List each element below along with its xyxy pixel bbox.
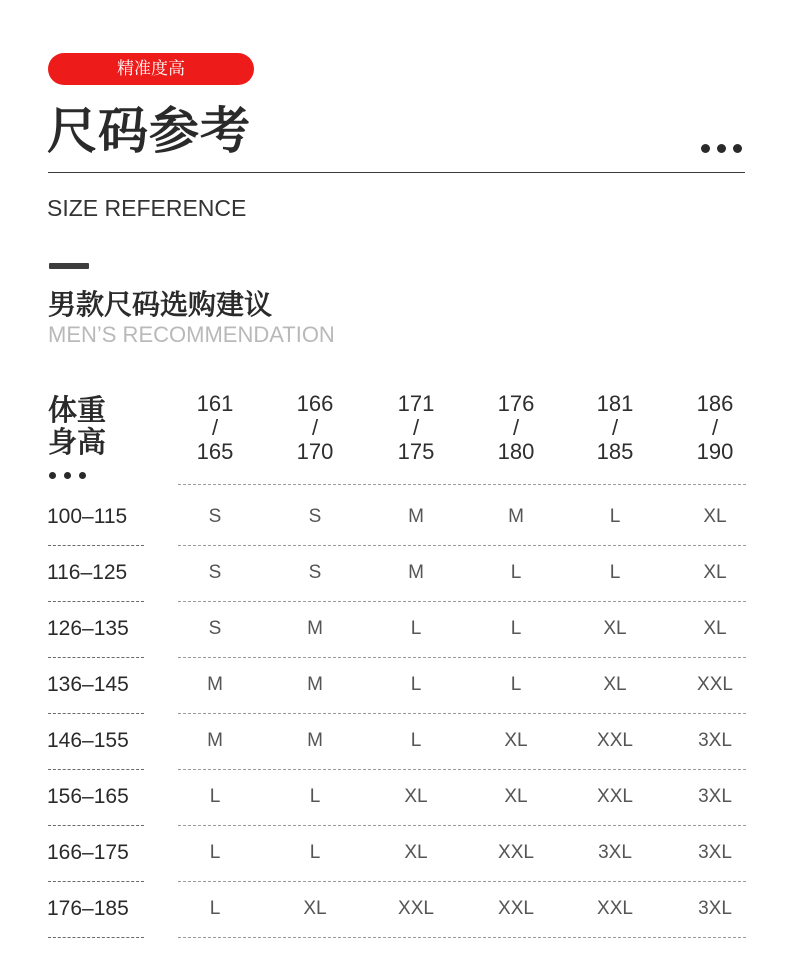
size-cell: XXL: [597, 898, 633, 919]
table-row: [0, 657, 790, 713]
size-cell: S: [308, 506, 322, 527]
page-title: 尺码参考: [47, 102, 251, 160]
size-cell: 3XL: [698, 842, 732, 863]
height-header-from: 161: [196, 391, 234, 416]
size-cell: XXL: [597, 786, 633, 807]
height-header-col: [565, 392, 665, 464]
height-header-to: 175: [397, 439, 435, 464]
size-cell: XXL: [498, 842, 534, 863]
size-cell: XL: [703, 506, 727, 527]
size-cell: XL: [404, 786, 428, 807]
section-title: 男款尺码选购建议: [48, 288, 273, 321]
table-row: [0, 489, 790, 545]
height-header-col: [165, 392, 265, 464]
size-cell: S: [308, 562, 322, 583]
height-header-from: 176: [497, 391, 535, 416]
size-cell: 3XL: [698, 898, 732, 919]
height-header-to: 165: [196, 439, 234, 464]
size-cell: L: [510, 562, 522, 583]
size-cell: XL: [404, 842, 428, 863]
size-cell: L: [410, 730, 422, 751]
size-cell: M: [408, 506, 424, 527]
height-header-sep: /: [512, 415, 520, 440]
weight-header: 体重: [48, 393, 107, 427]
height-header-to: 170: [296, 439, 334, 464]
size-cell: XL: [603, 674, 627, 695]
row-divider: [178, 937, 746, 938]
size-cell: 3XL: [598, 842, 632, 863]
height-header-to: 190: [696, 439, 734, 464]
height-header-sep: /: [611, 415, 619, 440]
table-row: [0, 601, 790, 657]
height-header-col: [466, 392, 566, 464]
size-cell: M: [307, 618, 323, 639]
size-cell: 3XL: [698, 786, 732, 807]
height-header-from: 166: [296, 391, 334, 416]
height-column-headers: [166, 392, 764, 470]
weight-range: 176–185: [47, 897, 129, 920]
height-header-from: 181: [596, 391, 634, 416]
size-cell: M: [207, 674, 223, 695]
size-cell: XL: [703, 618, 727, 639]
size-cell: M: [307, 730, 323, 751]
height-header-col: [265, 392, 365, 464]
size-cell: L: [410, 674, 422, 695]
height-header-to: 185: [596, 439, 634, 464]
size-cell: L: [609, 562, 621, 583]
size-cell: L: [309, 786, 321, 807]
height-header-to: 180: [497, 439, 535, 464]
table-row: [0, 881, 790, 937]
table-row: [0, 713, 790, 769]
height-header-col: [665, 392, 765, 464]
ellipsis-dots-icon: [49, 472, 138, 479]
size-cell: L: [609, 506, 621, 527]
height-header-from: 171: [397, 391, 435, 416]
table-row: [0, 769, 790, 825]
weight-range: 116–125: [47, 561, 128, 584]
size-cell: S: [208, 562, 222, 583]
height-header-sep: /: [311, 415, 319, 440]
row-divider: [48, 937, 144, 938]
section-accent-bar: [49, 263, 89, 269]
weight-range: 166–175: [47, 841, 129, 864]
size-cell: 3XL: [698, 730, 732, 751]
precision-badge: 精准度高: [48, 53, 254, 85]
height-header-col: [366, 392, 466, 464]
section-subtitle: MEN’S RECOMMENDATION: [48, 322, 335, 347]
size-cell: S: [208, 506, 222, 527]
size-cell: XL: [303, 898, 327, 919]
height-header-from: 186: [696, 391, 734, 416]
size-cell: L: [410, 618, 422, 639]
size-cell: XL: [703, 562, 727, 583]
weight-range: 136–145: [47, 673, 129, 696]
table-row: [0, 825, 790, 881]
page-subtitle: SIZE REFERENCE: [47, 195, 247, 221]
size-cell: L: [209, 842, 221, 863]
size-cell: L: [510, 674, 522, 695]
table-row: [0, 545, 790, 601]
size-cell: XXL: [398, 898, 434, 919]
height-header-sep: /: [412, 415, 420, 440]
height-header-sep: /: [711, 415, 719, 440]
height-header-sep: /: [211, 415, 219, 440]
size-cell: M: [508, 506, 524, 527]
height-header: 身高: [48, 425, 107, 459]
weight-range: 100–115: [47, 505, 128, 528]
weight-range: 146–155: [47, 729, 129, 752]
size-cell: M: [408, 562, 424, 583]
size-cell: XL: [504, 730, 528, 751]
size-cell: XXL: [498, 898, 534, 919]
size-cell: XL: [504, 786, 528, 807]
ellipsis-dots-icon: [701, 144, 742, 153]
row-divider: [178, 484, 746, 485]
size-cell: S: [208, 618, 222, 639]
size-cell: L: [209, 898, 221, 919]
weight-range: 156–165: [47, 785, 129, 808]
size-cell: L: [309, 842, 321, 863]
size-cell: L: [209, 786, 221, 807]
title-divider: [48, 172, 745, 173]
size-cell: M: [307, 674, 323, 695]
size-cell: M: [207, 730, 223, 751]
weight-range: 126–135: [47, 617, 129, 640]
size-cell: XXL: [597, 730, 633, 751]
size-cell: XXL: [697, 674, 733, 695]
size-cell: L: [510, 618, 522, 639]
size-cell: XL: [603, 618, 627, 639]
table-corner-header: [48, 394, 138, 479]
